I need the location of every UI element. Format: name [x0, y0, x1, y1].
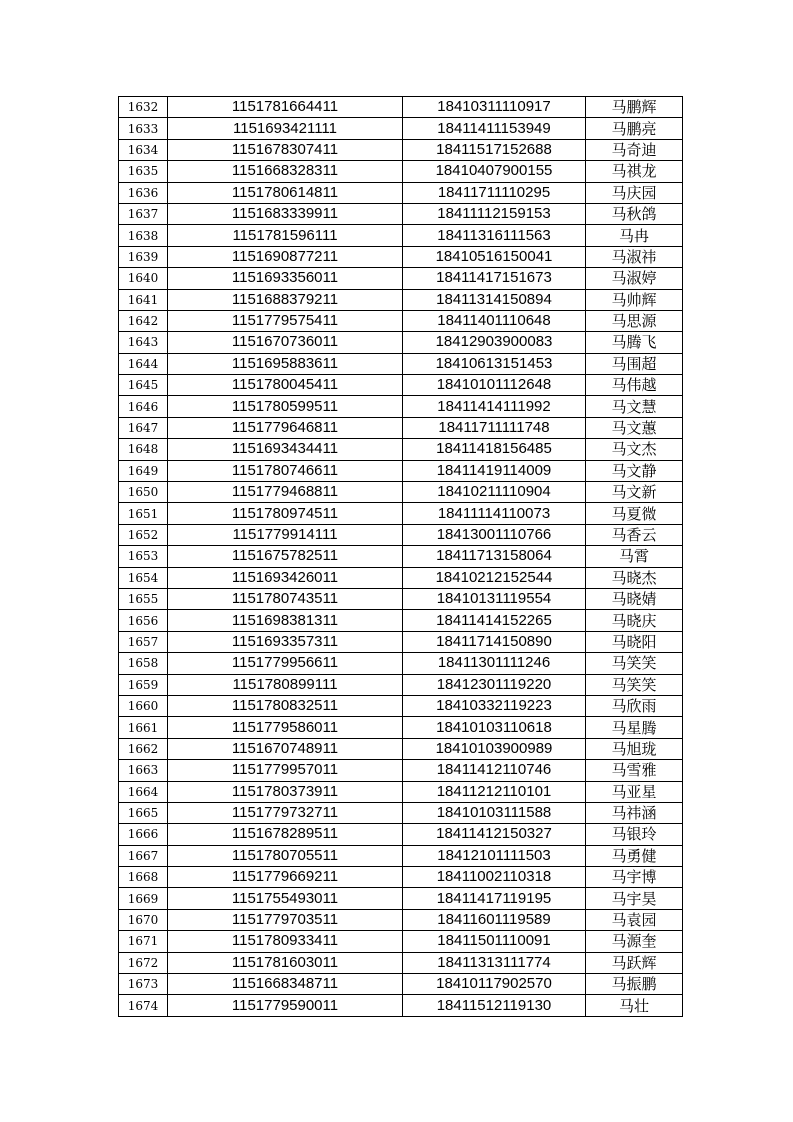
row-index-cell: 1661: [119, 717, 168, 738]
roster-table-body: [119, 97, 683, 1017]
table-row: [119, 332, 683, 353]
exam-number-cell: 1151693357311: [168, 631, 403, 652]
exam-number-cell: 1151781603011: [168, 952, 403, 973]
exam-number-cell: 1151678307411: [168, 139, 403, 160]
table-row: [119, 653, 683, 674]
id-number-cell: 18411419114009: [403, 460, 586, 481]
row-index-cell: 1667: [119, 845, 168, 866]
exam-number-cell: 1151779669211: [168, 867, 403, 888]
id-number-cell: 18411601119589: [403, 909, 586, 930]
table-row: [119, 203, 683, 224]
table-row: [119, 353, 683, 374]
name-cell: 马文静: [586, 460, 683, 481]
exam-number-cell: 1151780832511: [168, 695, 403, 716]
name-cell: 马欣雨: [586, 695, 683, 716]
exam-number-cell: 1151690877211: [168, 246, 403, 267]
table-row: [119, 439, 683, 460]
table-row: [119, 760, 683, 781]
table-row: [119, 97, 683, 118]
table-row: [119, 460, 683, 481]
id-number-cell: 18410516150041: [403, 246, 586, 267]
name-cell: 马跃辉: [586, 952, 683, 973]
id-number-cell: 18410103111588: [403, 802, 586, 823]
id-number-cell: 18410407900155: [403, 161, 586, 182]
name-cell: 马祎涵: [586, 802, 683, 823]
exam-number-cell: 1151693421111: [168, 118, 403, 139]
exam-number-cell: 1151779586011: [168, 717, 403, 738]
name-cell: 马旭珑: [586, 738, 683, 759]
row-index-cell: 1668: [119, 867, 168, 888]
table-row: [119, 375, 683, 396]
id-number-cell: 18412903900083: [403, 332, 586, 353]
id-number-cell: 18410101112648: [403, 375, 586, 396]
table-row: [119, 417, 683, 438]
row-index-cell: 1635: [119, 161, 168, 182]
exam-number-cell: 1151780899111: [168, 674, 403, 695]
row-index-cell: 1658: [119, 653, 168, 674]
row-index-cell: 1655: [119, 588, 168, 609]
exam-number-cell: 1151780743511: [168, 588, 403, 609]
row-index-cell: 1654: [119, 567, 168, 588]
id-number-cell: 18411316111563: [403, 225, 586, 246]
name-cell: 马伟越: [586, 375, 683, 396]
table-row: [119, 952, 683, 973]
id-number-cell: 18411414111992: [403, 396, 586, 417]
exam-number-cell: 1151670736011: [168, 332, 403, 353]
id-number-cell: 18411414152265: [403, 610, 586, 631]
table-row: [119, 909, 683, 930]
id-number-cell: 18413001110766: [403, 524, 586, 545]
exam-number-cell: 1151780614811: [168, 182, 403, 203]
row-index-cell: 1636: [119, 182, 168, 203]
table-row: [119, 695, 683, 716]
table-row: [119, 610, 683, 631]
table-row: [119, 781, 683, 802]
id-number-cell: 18411711111748: [403, 417, 586, 438]
name-cell: 马文杰: [586, 439, 683, 460]
name-cell: 马围超: [586, 353, 683, 374]
exam-number-cell: 1151779575411: [168, 310, 403, 331]
roster-table: [118, 96, 683, 1017]
row-index-cell: 1644: [119, 353, 168, 374]
row-index-cell: 1665: [119, 802, 168, 823]
table-row: [119, 717, 683, 738]
table-row: [119, 118, 683, 139]
row-index-cell: 1645: [119, 375, 168, 396]
exam-number-cell: 1151678289511: [168, 824, 403, 845]
id-number-cell: 18411412150327: [403, 824, 586, 845]
exam-number-cell: 1151668348711: [168, 974, 403, 995]
table-row: [119, 139, 683, 160]
row-index-cell: 1648: [119, 439, 168, 460]
row-index-cell: 1659: [119, 674, 168, 695]
id-number-cell: 18410212152544: [403, 567, 586, 588]
name-cell: 马帅辉: [586, 289, 683, 310]
row-index-cell: 1674: [119, 995, 168, 1016]
table-row: [119, 246, 683, 267]
name-cell: 马冉: [586, 225, 683, 246]
name-cell: 马淑祎: [586, 246, 683, 267]
table-row: [119, 674, 683, 695]
row-index-cell: 1639: [119, 246, 168, 267]
id-number-cell: 18411501110091: [403, 931, 586, 952]
exam-number-cell: 1151698381311: [168, 610, 403, 631]
name-cell: 马宇昊: [586, 888, 683, 909]
id-number-cell: 18410332119223: [403, 695, 586, 716]
name-cell: 马壮: [586, 995, 683, 1016]
name-cell: 马夏微: [586, 503, 683, 524]
row-index-cell: 1650: [119, 482, 168, 503]
table-row: [119, 396, 683, 417]
exam-number-cell: 1151779957011: [168, 760, 403, 781]
row-index-cell: 1664: [119, 781, 168, 802]
table-row: [119, 802, 683, 823]
exam-number-cell: 1151781664411: [168, 97, 403, 118]
name-cell: 马晓杰: [586, 567, 683, 588]
id-number-cell: 18410131119554: [403, 588, 586, 609]
exam-number-cell: 1151668328311: [168, 161, 403, 182]
name-cell: 马晓婧: [586, 588, 683, 609]
table-row: [119, 974, 683, 995]
row-index-cell: 1652: [119, 524, 168, 545]
id-number-cell: 18411711110295: [403, 182, 586, 203]
id-number-cell: 18411417151673: [403, 268, 586, 289]
exam-number-cell: 1151780974511: [168, 503, 403, 524]
name-cell: 马宇博: [586, 867, 683, 888]
id-number-cell: 18410103900989: [403, 738, 586, 759]
id-number-cell: 18411417119195: [403, 888, 586, 909]
id-number-cell: 18410117902570: [403, 974, 586, 995]
row-index-cell: 1646: [119, 396, 168, 417]
row-index-cell: 1651: [119, 503, 168, 524]
row-index-cell: 1671: [119, 931, 168, 952]
row-index-cell: 1657: [119, 631, 168, 652]
exam-number-cell: 1151780705511: [168, 845, 403, 866]
row-index-cell: 1669: [119, 888, 168, 909]
row-index-cell: 1633: [119, 118, 168, 139]
exam-number-cell: 1151693356011: [168, 268, 403, 289]
table-row: [119, 588, 683, 609]
id-number-cell: 18412101111503: [403, 845, 586, 866]
row-index-cell: 1653: [119, 546, 168, 567]
table-row: [119, 503, 683, 524]
name-cell: 马鹏辉: [586, 97, 683, 118]
id-number-cell: 18411114110073: [403, 503, 586, 524]
exam-number-cell: 1151693434411: [168, 439, 403, 460]
table-row: [119, 482, 683, 503]
name-cell: 马源奎: [586, 931, 683, 952]
row-index-cell: 1637: [119, 203, 168, 224]
name-cell: 马银玲: [586, 824, 683, 845]
table-row: [119, 161, 683, 182]
name-cell: 马秋鸽: [586, 203, 683, 224]
exam-number-cell: 1151779956611: [168, 653, 403, 674]
row-index-cell: 1641: [119, 289, 168, 310]
name-cell: 马文新: [586, 482, 683, 503]
row-index-cell: 1662: [119, 738, 168, 759]
row-index-cell: 1656: [119, 610, 168, 631]
table-row: [119, 268, 683, 289]
id-number-cell: 18411517152688: [403, 139, 586, 160]
table-row: [119, 289, 683, 310]
name-cell: 马晓阳: [586, 631, 683, 652]
exam-number-cell: 1151780599511: [168, 396, 403, 417]
row-index-cell: 1666: [119, 824, 168, 845]
exam-number-cell: 1151670748911: [168, 738, 403, 759]
id-number-cell: 18411411153949: [403, 118, 586, 139]
table-row: [119, 995, 683, 1016]
id-number-cell: 18411002110318: [403, 867, 586, 888]
exam-number-cell: 1151779914111: [168, 524, 403, 545]
table-row: [119, 867, 683, 888]
exam-number-cell: 1151780933411: [168, 931, 403, 952]
row-index-cell: 1640: [119, 268, 168, 289]
table-row: [119, 824, 683, 845]
id-number-cell: 18411512119130: [403, 995, 586, 1016]
row-index-cell: 1660: [119, 695, 168, 716]
id-number-cell: 18410211110904: [403, 482, 586, 503]
name-cell: 马文蕙: [586, 417, 683, 438]
name-cell: 马勇健: [586, 845, 683, 866]
name-cell: 马霄: [586, 546, 683, 567]
name-cell: 马庆园: [586, 182, 683, 203]
row-index-cell: 1672: [119, 952, 168, 973]
name-cell: 马思源: [586, 310, 683, 331]
exam-number-cell: 1151683339911: [168, 203, 403, 224]
exam-number-cell: 1151695883611: [168, 353, 403, 374]
row-index-cell: 1632: [119, 97, 168, 118]
name-cell: 马腾飞: [586, 332, 683, 353]
exam-number-cell: 1151688379211: [168, 289, 403, 310]
name-cell: 马祺龙: [586, 161, 683, 182]
id-number-cell: 18411418156485: [403, 439, 586, 460]
exam-number-cell: 1151779646811: [168, 417, 403, 438]
row-index-cell: 1647: [119, 417, 168, 438]
exam-number-cell: 1151780045411: [168, 375, 403, 396]
name-cell: 马笑笑: [586, 653, 683, 674]
id-number-cell: 18411412110746: [403, 760, 586, 781]
row-index-cell: 1670: [119, 909, 168, 930]
name-cell: 马淑婷: [586, 268, 683, 289]
row-index-cell: 1634: [119, 139, 168, 160]
table-row: [119, 310, 683, 331]
id-number-cell: 18411301111246: [403, 653, 586, 674]
id-number-cell: 18411713158064: [403, 546, 586, 567]
name-cell: 马亚星: [586, 781, 683, 802]
row-index-cell: 1642: [119, 310, 168, 331]
exam-number-cell: 1151693426011: [168, 567, 403, 588]
id-number-cell: 18411401110648: [403, 310, 586, 331]
name-cell: 马香云: [586, 524, 683, 545]
exam-number-cell: 1151780746611: [168, 460, 403, 481]
exam-number-cell: 1151779468811: [168, 482, 403, 503]
row-index-cell: 1663: [119, 760, 168, 781]
exam-number-cell: 1151779590011: [168, 995, 403, 1016]
exam-number-cell: 1151675782511: [168, 546, 403, 567]
name-cell: 马鹏亮: [586, 118, 683, 139]
table-row: [119, 845, 683, 866]
name-cell: 马文慧: [586, 396, 683, 417]
id-number-cell: 18411212110101: [403, 781, 586, 802]
name-cell: 马奇迪: [586, 139, 683, 160]
id-number-cell: 18411314150894: [403, 289, 586, 310]
name-cell: 马晓庆: [586, 610, 683, 631]
exam-number-cell: 1151781596111: [168, 225, 403, 246]
table-row: [119, 182, 683, 203]
table-row: [119, 546, 683, 567]
id-number-cell: 18411112159153: [403, 203, 586, 224]
id-number-cell: 18411714150890: [403, 631, 586, 652]
name-cell: 马袁园: [586, 909, 683, 930]
row-index-cell: 1638: [119, 225, 168, 246]
id-number-cell: 18411313111774: [403, 952, 586, 973]
table-row: [119, 631, 683, 652]
id-number-cell: 18412301119220: [403, 674, 586, 695]
table-row: [119, 225, 683, 246]
table-row: [119, 931, 683, 952]
table-row: [119, 738, 683, 759]
exam-number-cell: 1151779703511: [168, 909, 403, 930]
name-cell: 马雪雅: [586, 760, 683, 781]
table-row: [119, 524, 683, 545]
row-index-cell: 1673: [119, 974, 168, 995]
row-index-cell: 1649: [119, 460, 168, 481]
name-cell: 马振鹏: [586, 974, 683, 995]
name-cell: 马星腾: [586, 717, 683, 738]
table-row: [119, 888, 683, 909]
row-index-cell: 1643: [119, 332, 168, 353]
id-number-cell: 18410311110917: [403, 97, 586, 118]
exam-number-cell: 1151780373911: [168, 781, 403, 802]
exam-number-cell: 1151755493011: [168, 888, 403, 909]
table-row: [119, 567, 683, 588]
id-number-cell: 18410613151453: [403, 353, 586, 374]
name-cell: 马笑笑: [586, 674, 683, 695]
id-number-cell: 18410103110618: [403, 717, 586, 738]
exam-number-cell: 1151779732711: [168, 802, 403, 823]
